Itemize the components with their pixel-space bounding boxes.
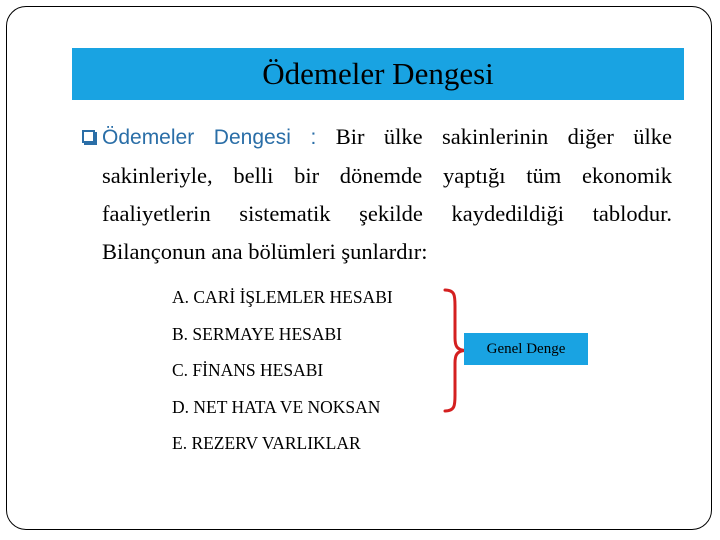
section-item-net-hata: D. NET HATA VE NOKSAN — [172, 396, 381, 417]
section-item-cari: A. CARİ İŞLEMLER HESABI — [172, 287, 393, 307]
checkbox-bullet-icon — [82, 130, 95, 143]
bullet-paragraph — [102, 118, 672, 271]
slide-title: Ödemeler Dengesi — [262, 56, 494, 91]
bullet-definition: Bir ülke sakinlerinin diğer ülke sakinleriyle, belli bir dönemde yaptığı tüm ekonomik faaliyetlerin sistematik şekilde kaydedildiği tablodur. Bilançonun ana bölümleri şunlardır: — [102, 124, 672, 264]
bullet-term: Ödemeler Dengesi : — [102, 126, 317, 149]
section-list — [172, 284, 393, 467]
section-item-rezerv: E. REZERV VARLIKLAR — [172, 433, 361, 453]
section-item-finans: C. FİNANS HESABI — [172, 360, 324, 380]
bullet-block — [80, 118, 672, 271]
title-bar — [72, 48, 684, 100]
section-item-sermaye: B. SERMAYE HESABI — [172, 323, 343, 344]
genel-denge-label — [464, 333, 588, 365]
genel-denge-text: Genel Denge — [486, 340, 566, 357]
